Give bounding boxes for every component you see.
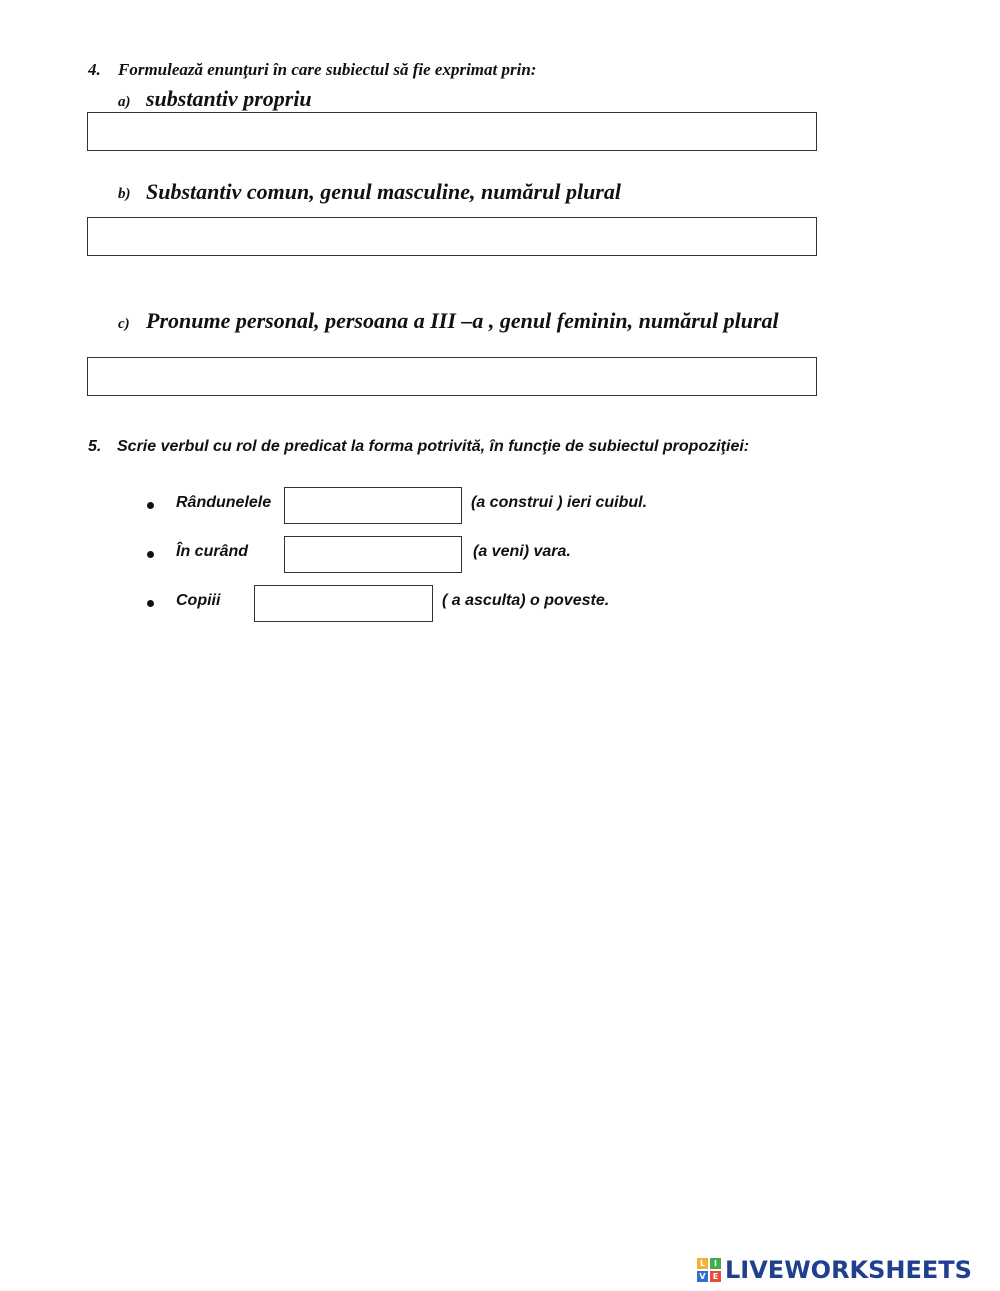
bullet-2 xyxy=(147,551,154,558)
subject-3: Copiii xyxy=(176,592,221,609)
item-b-text: Substantiv comun, genul masculine, numărul plural xyxy=(146,179,621,204)
answer-box-b[interactable] xyxy=(87,217,817,256)
item-b-letter: b) xyxy=(118,186,131,202)
item-c-letter: c) xyxy=(118,316,130,332)
liveworksheets-logo xyxy=(697,1256,972,1284)
subject-2: În curând xyxy=(176,543,249,560)
verb-input-2[interactable] xyxy=(284,536,462,573)
verb-input-3[interactable] xyxy=(254,585,433,622)
bullet-3 xyxy=(147,600,154,607)
logo-mark-letter: L xyxy=(697,1258,708,1269)
logo-mark-letter: V xyxy=(697,1271,708,1282)
logo-text: LIVEWORKSHEETS xyxy=(725,1256,972,1284)
item-a-letter: a) xyxy=(118,94,131,110)
logo-mark-icon xyxy=(697,1258,721,1282)
bullet-1 xyxy=(147,502,154,509)
item-c-text: Pronume personal, persoana a III –a , genul feminin, numărul plural xyxy=(146,308,779,333)
verb-input-1[interactable] xyxy=(284,487,462,524)
question-5-number: 5. xyxy=(88,438,102,455)
subject-1: Rândunelele xyxy=(176,494,272,511)
logo-mark-letter: E xyxy=(710,1271,721,1282)
question-4-prompt: Formulează enunţuri în care subiectul să fie exprimat prin: xyxy=(118,60,537,79)
item-a-text: substantiv propriu xyxy=(146,86,312,111)
answer-box-a[interactable] xyxy=(87,112,817,151)
question-5-prompt: Scrie verbul cu rol de predicat la forma potrivită, în funcţie de subiectul propoziţiei: xyxy=(117,438,750,455)
verb-hint-3: ( a asculta) o poveste. xyxy=(442,592,610,609)
answer-box-c[interactable] xyxy=(87,357,817,396)
verb-hint-1: (a construi ) ieri cuibul. xyxy=(471,494,648,511)
logo-mark-letter: I xyxy=(710,1258,721,1269)
question-4-number: 4. xyxy=(88,60,101,79)
verb-hint-2: (a veni) vara. xyxy=(473,543,571,560)
